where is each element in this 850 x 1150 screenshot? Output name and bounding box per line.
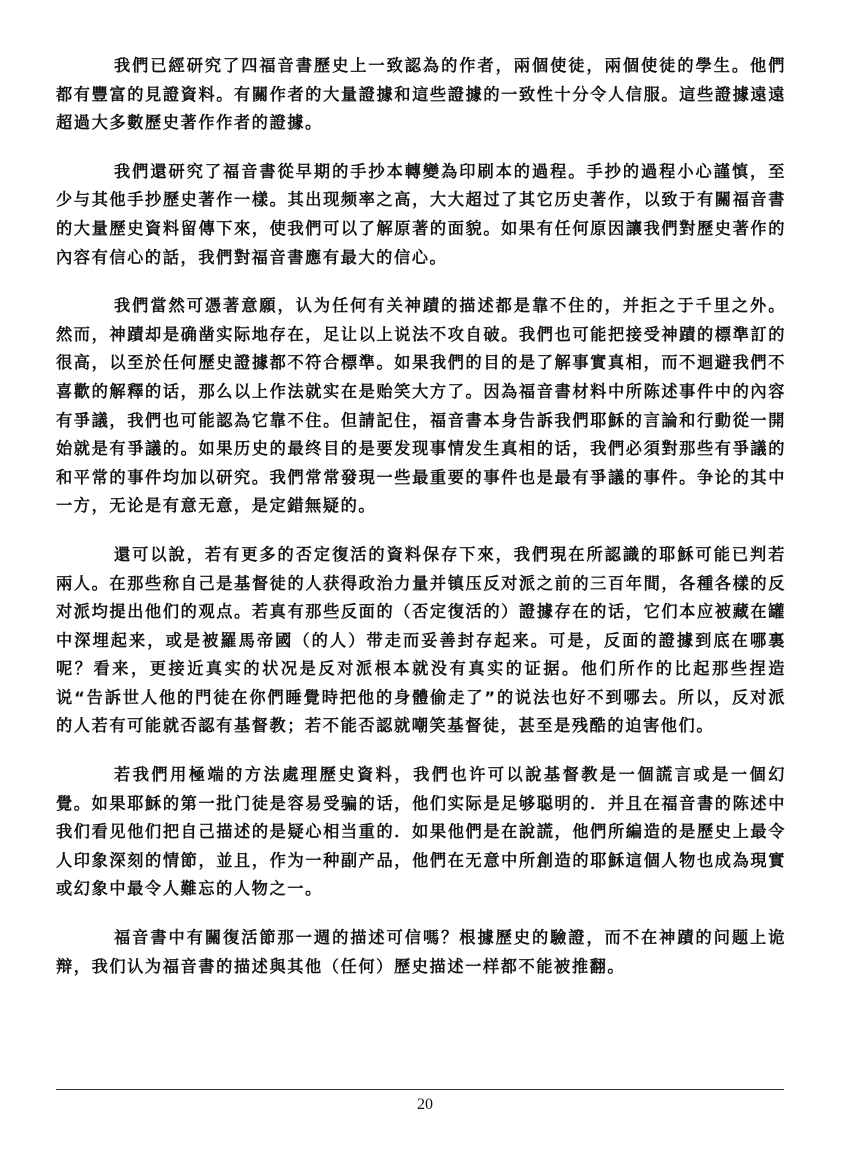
paragraph-1: 我們已經研究了四福音書歷史上一致認為的作者，兩個使徒，兩個使徒的學生。他們都有豐富的見證資料。有關作者的大量證據和這些證據的一致性十分令人信服。這些證據遠遠超過大多數歷史著作作者的證據。 [56,56,786,133]
paragraph-3: 我們當然可憑著意願，认为任何有关神蹟的描述都是靠不住的，并拒之于千里之外。然而，神蹟却是确凿实际地存在，足让以上说法不攻自破。我們也可能把接受神蹟的標準訂的很高，以至於任何歷史證據都不符合標準。如果我們的目的是了解事實真相，而不迴避我們不喜歡的解釋的话，那么以上作法就实在是贻笑大方了。因為福音書材料中所陈述事件中的內容有爭議，我們也可能認為它靠不住。但請記住，福音書本身告訴我們耶穌的言論和行動從一開始就是有爭議的。如果历史的最终目的是要发现事情发生真相的话，我們必須對那些有爭議的和平常的事件均加以研究。我們常常發現一些最重要的事件也是最有爭議的事件。争论的其中一方，无论是有意无意，是定錯無疑的。 [56,296,786,516]
paragraph-2: 我們還研究了福音書從早期的手抄本轉變為印刷本的過程。手抄的過程小心謹慎，至少与其他手抄歷史著作一樣。其出现频率之高，大大超过了其它历史著作，以致于有關福音書的大量歷史資料留傳下來，使我們可以了解原著的面貌。如果有任何原因讓我們對歷史著作的內容有信心的話，我們對福音書應有最大的信心。 [56,161,786,267]
paragraph-6: 福音書中有關復活節那一週的描述可信嗎？根據歷史的驗證，而不在神蹟的问题上诡辩，我们认为福音書的描述與其他（任何）歷史描述一样都不能被推翻。 [56,928,786,976]
paragraph-4: 還可以說，若有更多的否定復活的資料保存下來，我們現在所認識的耶穌可能已判若兩人。在那些称自己是基督徒的人获得政治力量并镇压反对派之前的三百年間，各種各樣的反对派均提出他们的观点。若真有那些反面的（否定復活的）證據存在的话，它们本应被藏在罐中深埋起来，或是被羅馬帝國（的人）带走而妥善封存起来。可是，反面的證據到底在哪裏呢？看来，更接近真实的状况是反对派根本就没有真实的证据。他们所作的比起那些捏造说“告訴世人他的門徒在你們睡覺時把他的身體偷走了”的说法也好不到哪去。所以，反对派的人若有可能就否認有基督教；若不能否認就嘲笑基督徒，甚至是残酷的迫害他们。 [56,544,786,736]
paragraph-5: 若我們用極端的方法處理歷史資料，我們也许可以說基督教是一個謊言或是一個幻覺。如果耶穌的第一批门徒是容易受骗的话，他们实际是足够聪明的．并且在福音書的陈述中我们看见他们把自己描述的是疑心相当重的．如果他們是在說謊，他們所編造的是歷史上最令人印象深刻的情節，並且，作为一种副产品，他們在无意中所創造的耶穌這個人物也成為現實或幻象中最令人難忘的人物之一。 [56,765,786,899]
body-text [56,52,786,981]
page-number: 20 [417,1096,433,1113]
footer-divider [56,1089,784,1090]
